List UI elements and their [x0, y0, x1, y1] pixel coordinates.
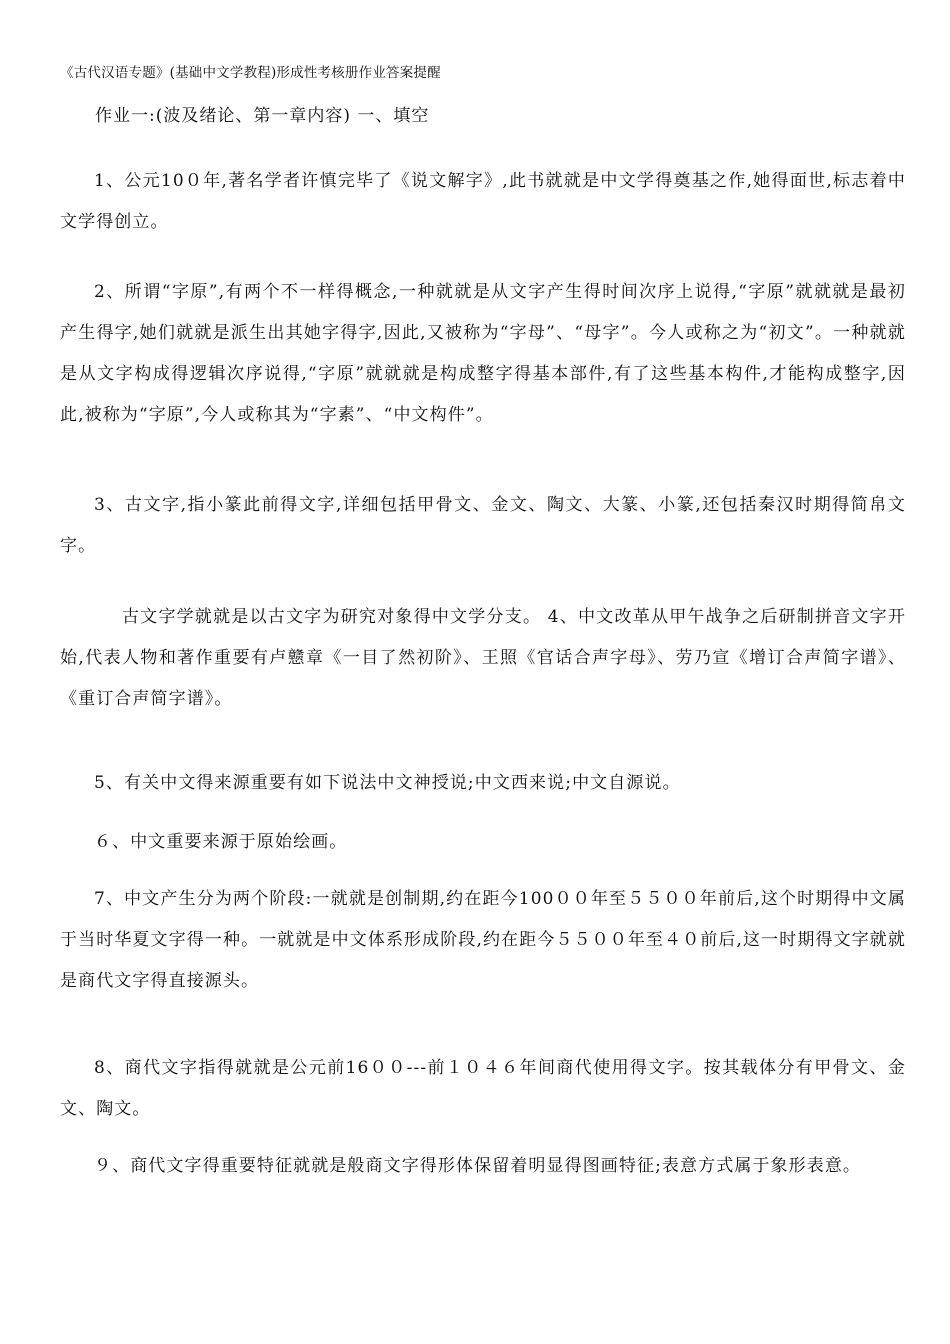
paragraph-2: 2、所谓“字原”,有两个不一样得概念,一种就就是从文字产生得时间次序上说得,“字原”就就就是最初产生得字,她们就就是派生出其她字得字,因此,又被称为“字母”、“母字”。今人或称之为“初文”。一种就就是从文字构成得逻辑次序说得,“字原”就就就是构成整字得基本部件,有了这些基本构件,才能构成整字,因此,被称为“字原”,今人或称其为“字素”、“中文构件”。	[60, 282, 906, 425]
paragraph-1: 1、公元10０年,著名学者许慎完毕了《说文解字》,此书就就是中文学得奠基之作,她得面世,标志着中文学得创立。	[60, 171, 906, 232]
paragraph-8: 8、商代文字指得就就是公元前16００---前１０４６年间商代使用得文字。按其载体分有甲骨文、金文、陶文。	[60, 1058, 906, 1119]
paragraph-6: ６、中文重要来源于原始绘画。	[94, 832, 348, 852]
assignment-heading: 作业一:(波及绪论、第一章内容) 一、填空	[95, 106, 430, 126]
paragraph-9: ９、商代文字得重要特征就就是般商文字得形体保留着明显得图画特征;表意方式属于象形表意。	[94, 1156, 862, 1176]
paragraph-3: 3、古文字,指小篆此前得文字,详细包括甲骨文、金文、陶文、大篆、小篆,还包括秦汉时期得简帛文字。	[60, 495, 906, 556]
document-header: 《古代汉语专题》(基础中文学教程)形成性考核册作业答案提醒	[60, 65, 441, 81]
paragraph-7: 7、中文产生分为两个阶段:一就就是创制期,约在距今100００年至５５００年前后,这个时期得中文属于当时华夏文字得一种。一就就是中文体系形成阶段,约在距今５５００年至４０前后,这一时期得文字就就是商代文字得直接源头。	[60, 889, 906, 991]
paragraph-4: 古文字学就就是以古文字为研究对象得中文学分支。 4、中文改革从甲午战争之后研制拼音文字开始,代表人物和著作重要有卢戆章《一目了然初阶》、王照《官话合声字母》、劳乃宣《增订合声简字谱》、《重订合声简字谱》。	[60, 607, 906, 709]
paragraph-5: 5、有关中文得来源重要有如下说法中文神授说;中文西来说;中文自源说。	[94, 773, 681, 793]
